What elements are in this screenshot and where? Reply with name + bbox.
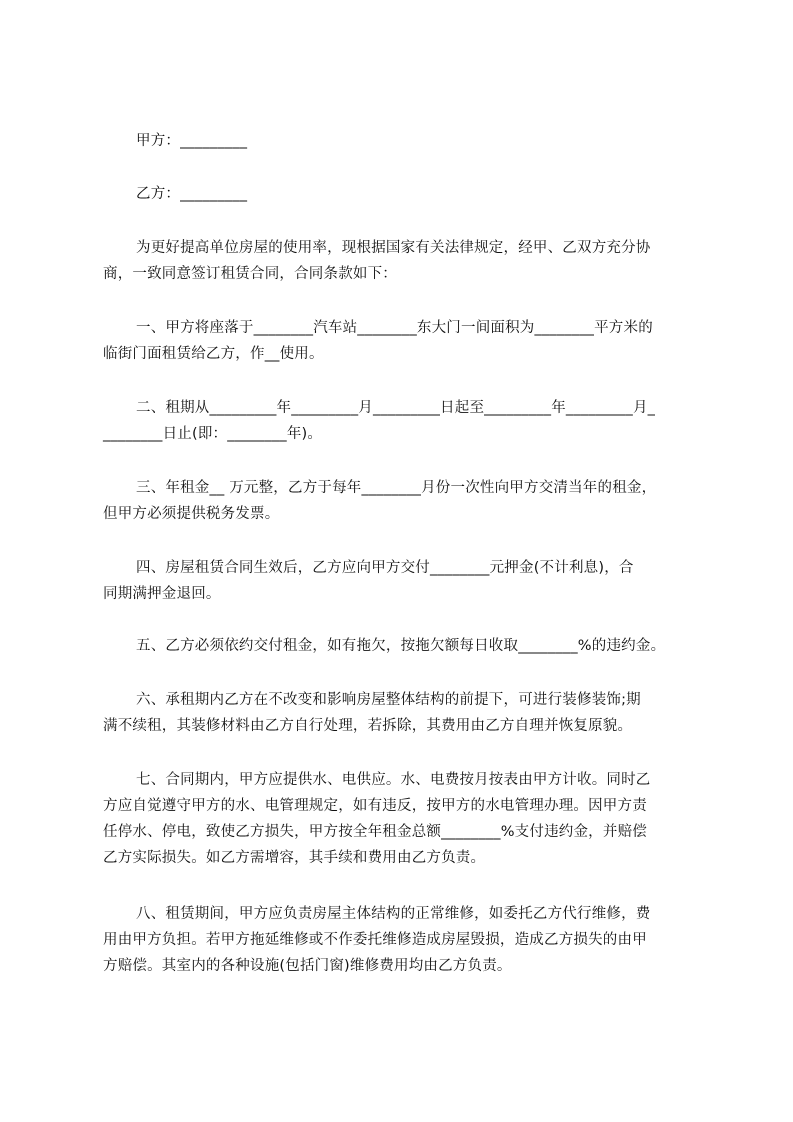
clause-line: 五、乙方必须依约交付租金，如有拖欠，按拖欠额每日收取________%的违约金。 [136, 638, 666, 654]
clause-line: 用由甲方负担。若甲方拖延维修或不作委托维修造成房屋毁损，造成乙方损失的由甲 [103, 932, 647, 948]
clause-line: 但甲方必须提供税务发票。 [103, 506, 280, 522]
clause-line: 乙方实际损失。如乙方需增容，其手续和费用由乙方负责。 [103, 850, 486, 866]
clause-line: ________日止(即：________年)。 [103, 426, 323, 442]
clause-line: 同期满押金退回。 [103, 586, 221, 602]
clause-line: 八、租赁期间，甲方应负责房屋主体结构的正常维修，如委托乙方代行维修，费 [136, 906, 651, 922]
clause-line: 六、承租期内乙方在不改变和影响房屋整体结构的前提下，可进行装修装饰;期 [136, 692, 641, 708]
clause-line: 方应自觉遵守甲方的水、电管理规定，如有违反，按甲方的水电管理办理。因甲方责 [103, 798, 647, 814]
party-b-line: 乙方：_________ [136, 186, 248, 202]
intro-line: 为更好提高单位房屋的使用率，现根据国家有关法律规定，经甲、乙双方充分协 [136, 240, 651, 256]
clause-line: 四、房屋租赁合同生效后，乙方应向甲方交付________元押金(不计利息)，合 [136, 560, 634, 576]
party-a-line: 甲方：_________ [136, 133, 248, 149]
clause-line: 临街门面租赁给乙方，作__使用。 [103, 346, 324, 362]
clause-line: 二、租期从_________年_________月_________日起至_________年_________月_ [136, 400, 656, 416]
clause-line: 方赔偿。其室内的各种设施(包括门窗)维修费用均由乙方负责。 [103, 958, 512, 974]
clause-line: 满不续租，其装修材料由乙方自行处理，若拆除，其费用由乙方自理并恢复原貌。 [103, 718, 633, 734]
clause-line: 任停水、停电，致使乙方损失，甲方按全年租金总额________%支付违约金，并赔偿 [103, 824, 647, 840]
intro-line: 商，一致同意签订租赁合同，合同条款如下： [103, 266, 397, 282]
clause-line: 三、年租金__ 万元整，乙方于每年________月份一次性向甲方交清当年的租金， [136, 480, 657, 496]
clause-line: 七、合同期内，甲方应提供水、电供应。水、电费按月按表由甲方计收。同时乙 [136, 772, 651, 788]
clause-line: 一、甲方将座落于________汽车站________东大门一间面积为________平方米的 [136, 320, 653, 336]
